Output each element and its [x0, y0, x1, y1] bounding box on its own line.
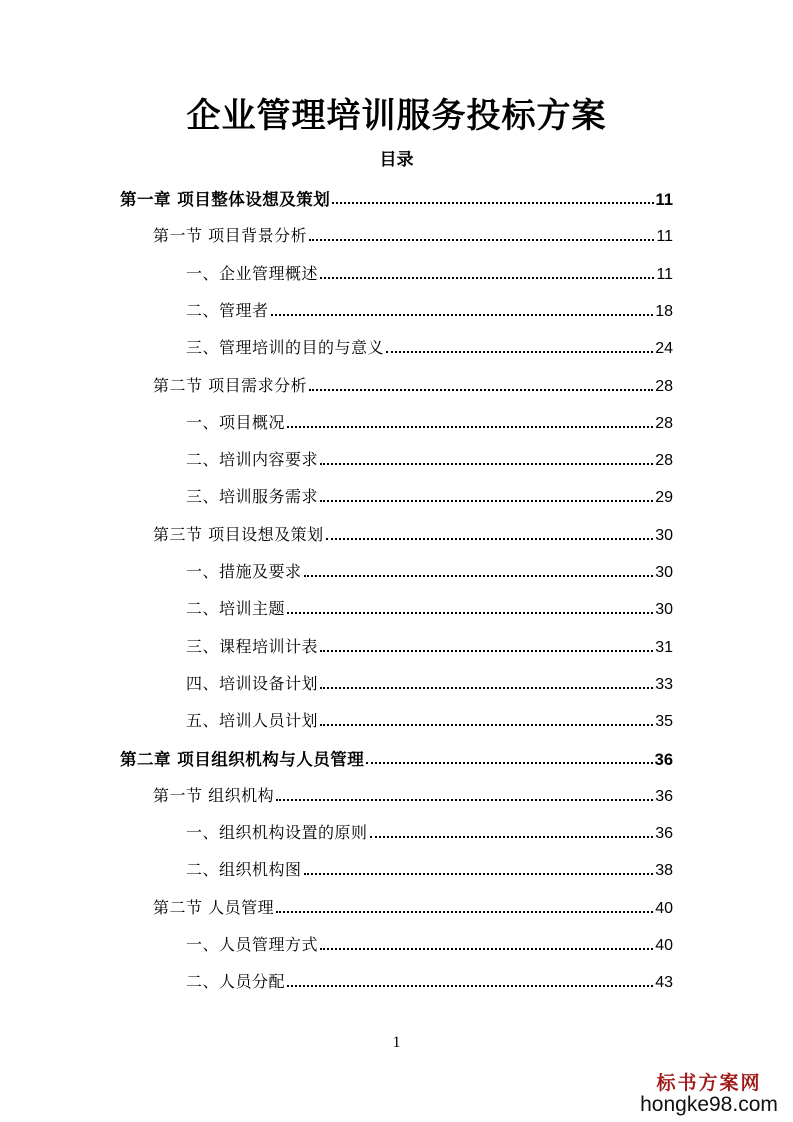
toc-entry-label: 二、培训主题: [186, 599, 286, 618]
toc-entry[interactable]: [186, 708, 673, 732]
toc-entry-page: 24: [655, 340, 673, 357]
toc-entry-page: 35: [655, 713, 673, 730]
toc-entry-label: 三、培训服务需求: [186, 487, 319, 506]
toc-leader-dots: [271, 314, 654, 316]
watermark-url: hongke98.com: [640, 1093, 778, 1116]
toc-entry[interactable]: [153, 783, 673, 807]
toc-entry-label: 第一章 项目整体设想及策划: [120, 190, 331, 209]
toc-entry-page: 11: [656, 228, 673, 245]
toc-entry[interactable]: [120, 186, 673, 210]
toc-entry-page: 43: [655, 974, 673, 991]
toc-entry-label: 三、课程培训计表: [186, 637, 319, 656]
toc-entry-label: 第二节 人员管理: [153, 898, 275, 917]
toc-leader-dots: [386, 351, 653, 353]
toc-entry[interactable]: [186, 820, 673, 844]
toc-leader-dots: [370, 836, 654, 838]
toc-entry-label: 第二节 项目需求分析: [153, 376, 308, 395]
toc-entry-page: 29: [655, 489, 673, 506]
toc-entry-page: 36: [655, 825, 673, 842]
toc-entry[interactable]: [186, 335, 673, 359]
toc-entry-page: 33: [655, 676, 673, 693]
toc-leader-dots: [276, 911, 653, 913]
toc-leader-dots: [276, 799, 653, 801]
toc-entry-page: 28: [655, 415, 673, 432]
toc-entry-label: 四、培训设备计划: [186, 674, 319, 693]
watermark-logo: [639, 1068, 779, 1117]
toc-leader-dots: [326, 538, 654, 540]
toc-entry-label: 第一节 项目背景分析: [153, 226, 308, 245]
toc-entry[interactable]: [186, 484, 673, 508]
toc-leader-dots: [320, 687, 653, 689]
toc-entry-label: 二、人员分配: [186, 972, 286, 991]
toc-entry[interactable]: [186, 969, 673, 993]
toc-leader-dots: [304, 873, 654, 875]
toc-entry[interactable]: [186, 298, 673, 322]
toc-entry-page: 11: [656, 266, 673, 283]
toc-entry[interactable]: [153, 373, 673, 397]
toc-leader-dots: [309, 389, 653, 391]
toc-entry-label: 二、管理者: [186, 301, 269, 320]
toc-entry-page: 30: [655, 564, 673, 581]
toc-entry-page: 36: [655, 788, 673, 805]
watermark-name: 标书方案网: [656, 1072, 762, 1094]
toc-entry[interactable]: [153, 522, 673, 546]
toc-entry-page: 11: [655, 191, 673, 209]
page-number: 1: [392, 1034, 401, 1051]
toc-leader-dots: [287, 985, 653, 987]
toc-leader-dots: [332, 202, 653, 204]
toc-entry[interactable]: [186, 671, 673, 695]
toc-entry-label: 第三节 项目设想及策划: [153, 525, 324, 544]
toc-entry-label: 一、措施及要求: [186, 562, 302, 581]
toc-entry-page: 40: [655, 937, 673, 954]
toc-leader-dots: [304, 575, 654, 577]
toc-entry-page: 30: [655, 527, 673, 544]
toc-entry-label: 一、人员管理方式: [186, 935, 319, 954]
toc-entry-page: 28: [655, 378, 673, 395]
toc-entry[interactable]: [186, 596, 673, 620]
toc-leader-dots: [287, 426, 653, 428]
toc-leader-dots: [287, 612, 653, 614]
toc-entry-label: 二、培训内容要求: [186, 450, 319, 469]
toc-entry-label: 三、管理培训的目的与意义: [186, 338, 385, 357]
toc-entry[interactable]: [186, 559, 673, 583]
toc-entry[interactable]: [153, 895, 673, 919]
toc-entry[interactable]: [186, 410, 673, 434]
toc-entry-label: 第二章 项目组织机构与人员管理: [120, 750, 365, 769]
toc-entry[interactable]: [186, 261, 673, 285]
toc-leader-dots: [366, 762, 652, 764]
toc-leader-dots: [320, 277, 654, 279]
toc-leader-dots: [320, 650, 653, 652]
toc-entry-label: 第一节 组织机构: [153, 786, 275, 805]
toc-entry-page: 31: [655, 639, 673, 656]
toc-entry-label: 五、培训人员计划: [186, 711, 319, 730]
toc-heading: 目录: [379, 150, 414, 170]
toc-entry-page: 28: [655, 452, 673, 469]
toc-leader-dots: [320, 500, 653, 502]
toc-entry-page: 36: [654, 751, 673, 769]
toc-entry[interactable]: [186, 857, 673, 881]
toc-entry-page: 30: [655, 601, 673, 618]
toc-entry-page: 38: [655, 862, 673, 879]
toc-leader-dots: [320, 948, 653, 950]
toc-entry-page: 40: [655, 900, 673, 917]
toc-entry[interactable]: [153, 223, 673, 247]
toc-entry[interactable]: [186, 932, 673, 956]
toc-entry[interactable]: [186, 447, 673, 471]
toc-leader-dots: [320, 463, 653, 465]
toc-leader-dots: [309, 239, 654, 241]
toc-leader-dots: [320, 724, 653, 726]
document-title: 企业管理培训服务投标方案: [186, 96, 607, 136]
toc-entry-label: 一、组织机构设置的原则: [186, 823, 368, 842]
toc-entry-label: 一、项目概况: [186, 413, 286, 432]
toc-entry-page: 18: [655, 303, 673, 320]
toc-entry[interactable]: [120, 746, 673, 770]
toc-entry-label: 一、企业管理概述: [186, 264, 319, 283]
toc-entry-label: 二、组织机构图: [186, 860, 302, 879]
toc-entry[interactable]: [186, 634, 673, 658]
